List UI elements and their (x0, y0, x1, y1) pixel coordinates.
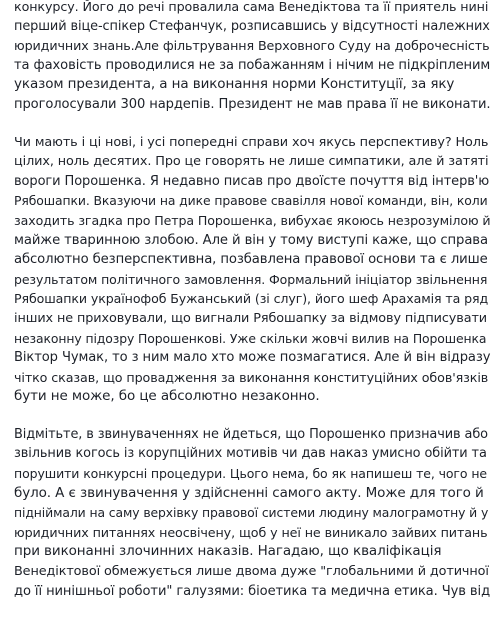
text-line: незаконну підозру Порошенкові. Уже скільки жовчі вилив на Порошенка (14, 330, 487, 346)
text-line: Рябошапки українофоб Бужанський (зі слуг), його шеф Арахамія та ряд (14, 291, 489, 307)
text-line: цілих, ноль десятих. Про це говорять не лише симпатики, але й затяті (14, 154, 489, 170)
text-line: заходить згадка про Петра Порошенка, вибухає якоюсь незрозумілою й (14, 212, 491, 228)
text-line: проголосували 300 нардепів. Президент не мав права її не виконати. (14, 96, 491, 112)
text-line: Рябошапки. Вказуючи на дике правове свавілля нової команди, він, коли (14, 193, 488, 209)
post-text (14, 0, 490, 619)
text-line: майже тваринною злобою. Але й він у тому виступі каже, що справа (14, 232, 488, 248)
text-line: юридичних питаннях неосвічену, щоб у неї не виникало зайвих питань (14, 524, 488, 540)
text-line: указом президента, а на виконання норми Конституції, за яку (14, 76, 455, 93)
paragraph-1 (14, 0, 490, 115)
text-line: конкурсу. Його до речі провалила сама Венедіктова та її приятель нині (14, 0, 489, 14)
text-line: Чи мають і ці нові, і усі попередні справи хоч якусь перспективу? Ноль (14, 134, 489, 150)
text-line: та фаховість проводилися не за побажанням і нічим не підкріпленим (14, 57, 491, 73)
text-line: бути не може, бо це абсолютно незаконно. (14, 388, 320, 405)
text-line: Венедіктової обмежується лише двома дуже "глобальними й дотичної (14, 564, 489, 580)
text-line: результатом політичного замовлення. Формальний ініціатор звільнення (14, 271, 488, 287)
text-line: при виконанні злочинних наказів. Нагадаю, що кваліфікація (14, 543, 442, 560)
text-line: до її нинішньої роботи" галузями: біоетика та медична етика. Чув від (14, 583, 491, 599)
text-line: звільнив когось із корупційних мотивів чи дав наказ умисно обійти та (14, 446, 487, 462)
paragraph-2 (14, 133, 490, 407)
text-line: чітко сказав, що провадження за виконання конституційних обов'язків (14, 369, 489, 385)
text-line: було. А є звинувачення у здійсненні самого акту. Може для того й (14, 484, 484, 501)
text-line: інших не приховували, що вигнали Рябошапку за відмову підписувати (14, 310, 488, 326)
text-line: абсолютно безперспективна, позбавлена правової основи та є лише (14, 252, 488, 268)
text-line: юридичних знань.Але фільтрування Верховного Суду на доброчесність (14, 38, 490, 54)
text-line: Відмітьте, в звинуваченнях не йдеться, що Порошенко призначив або (14, 426, 488, 442)
text-line: порушити конкурсні процедури. Цього нема, бо як напишеш те, чого не (14, 466, 487, 482)
text-line: Віктор Чумак, то з ним мало хто може позмагатися. Але й він відразу (14, 350, 491, 366)
text-line: перший віце-спікер Стефанчук, розписавшись у відсутності належних (14, 18, 490, 34)
text-line: вороги Порошенка. Я недавно писав про двоїсте почуття від інтерв'ю (14, 173, 490, 189)
text-line: підніймали на саму верхівку правової системи людину малограмотну й у (14, 505, 489, 521)
paragraph-3 (14, 425, 490, 601)
